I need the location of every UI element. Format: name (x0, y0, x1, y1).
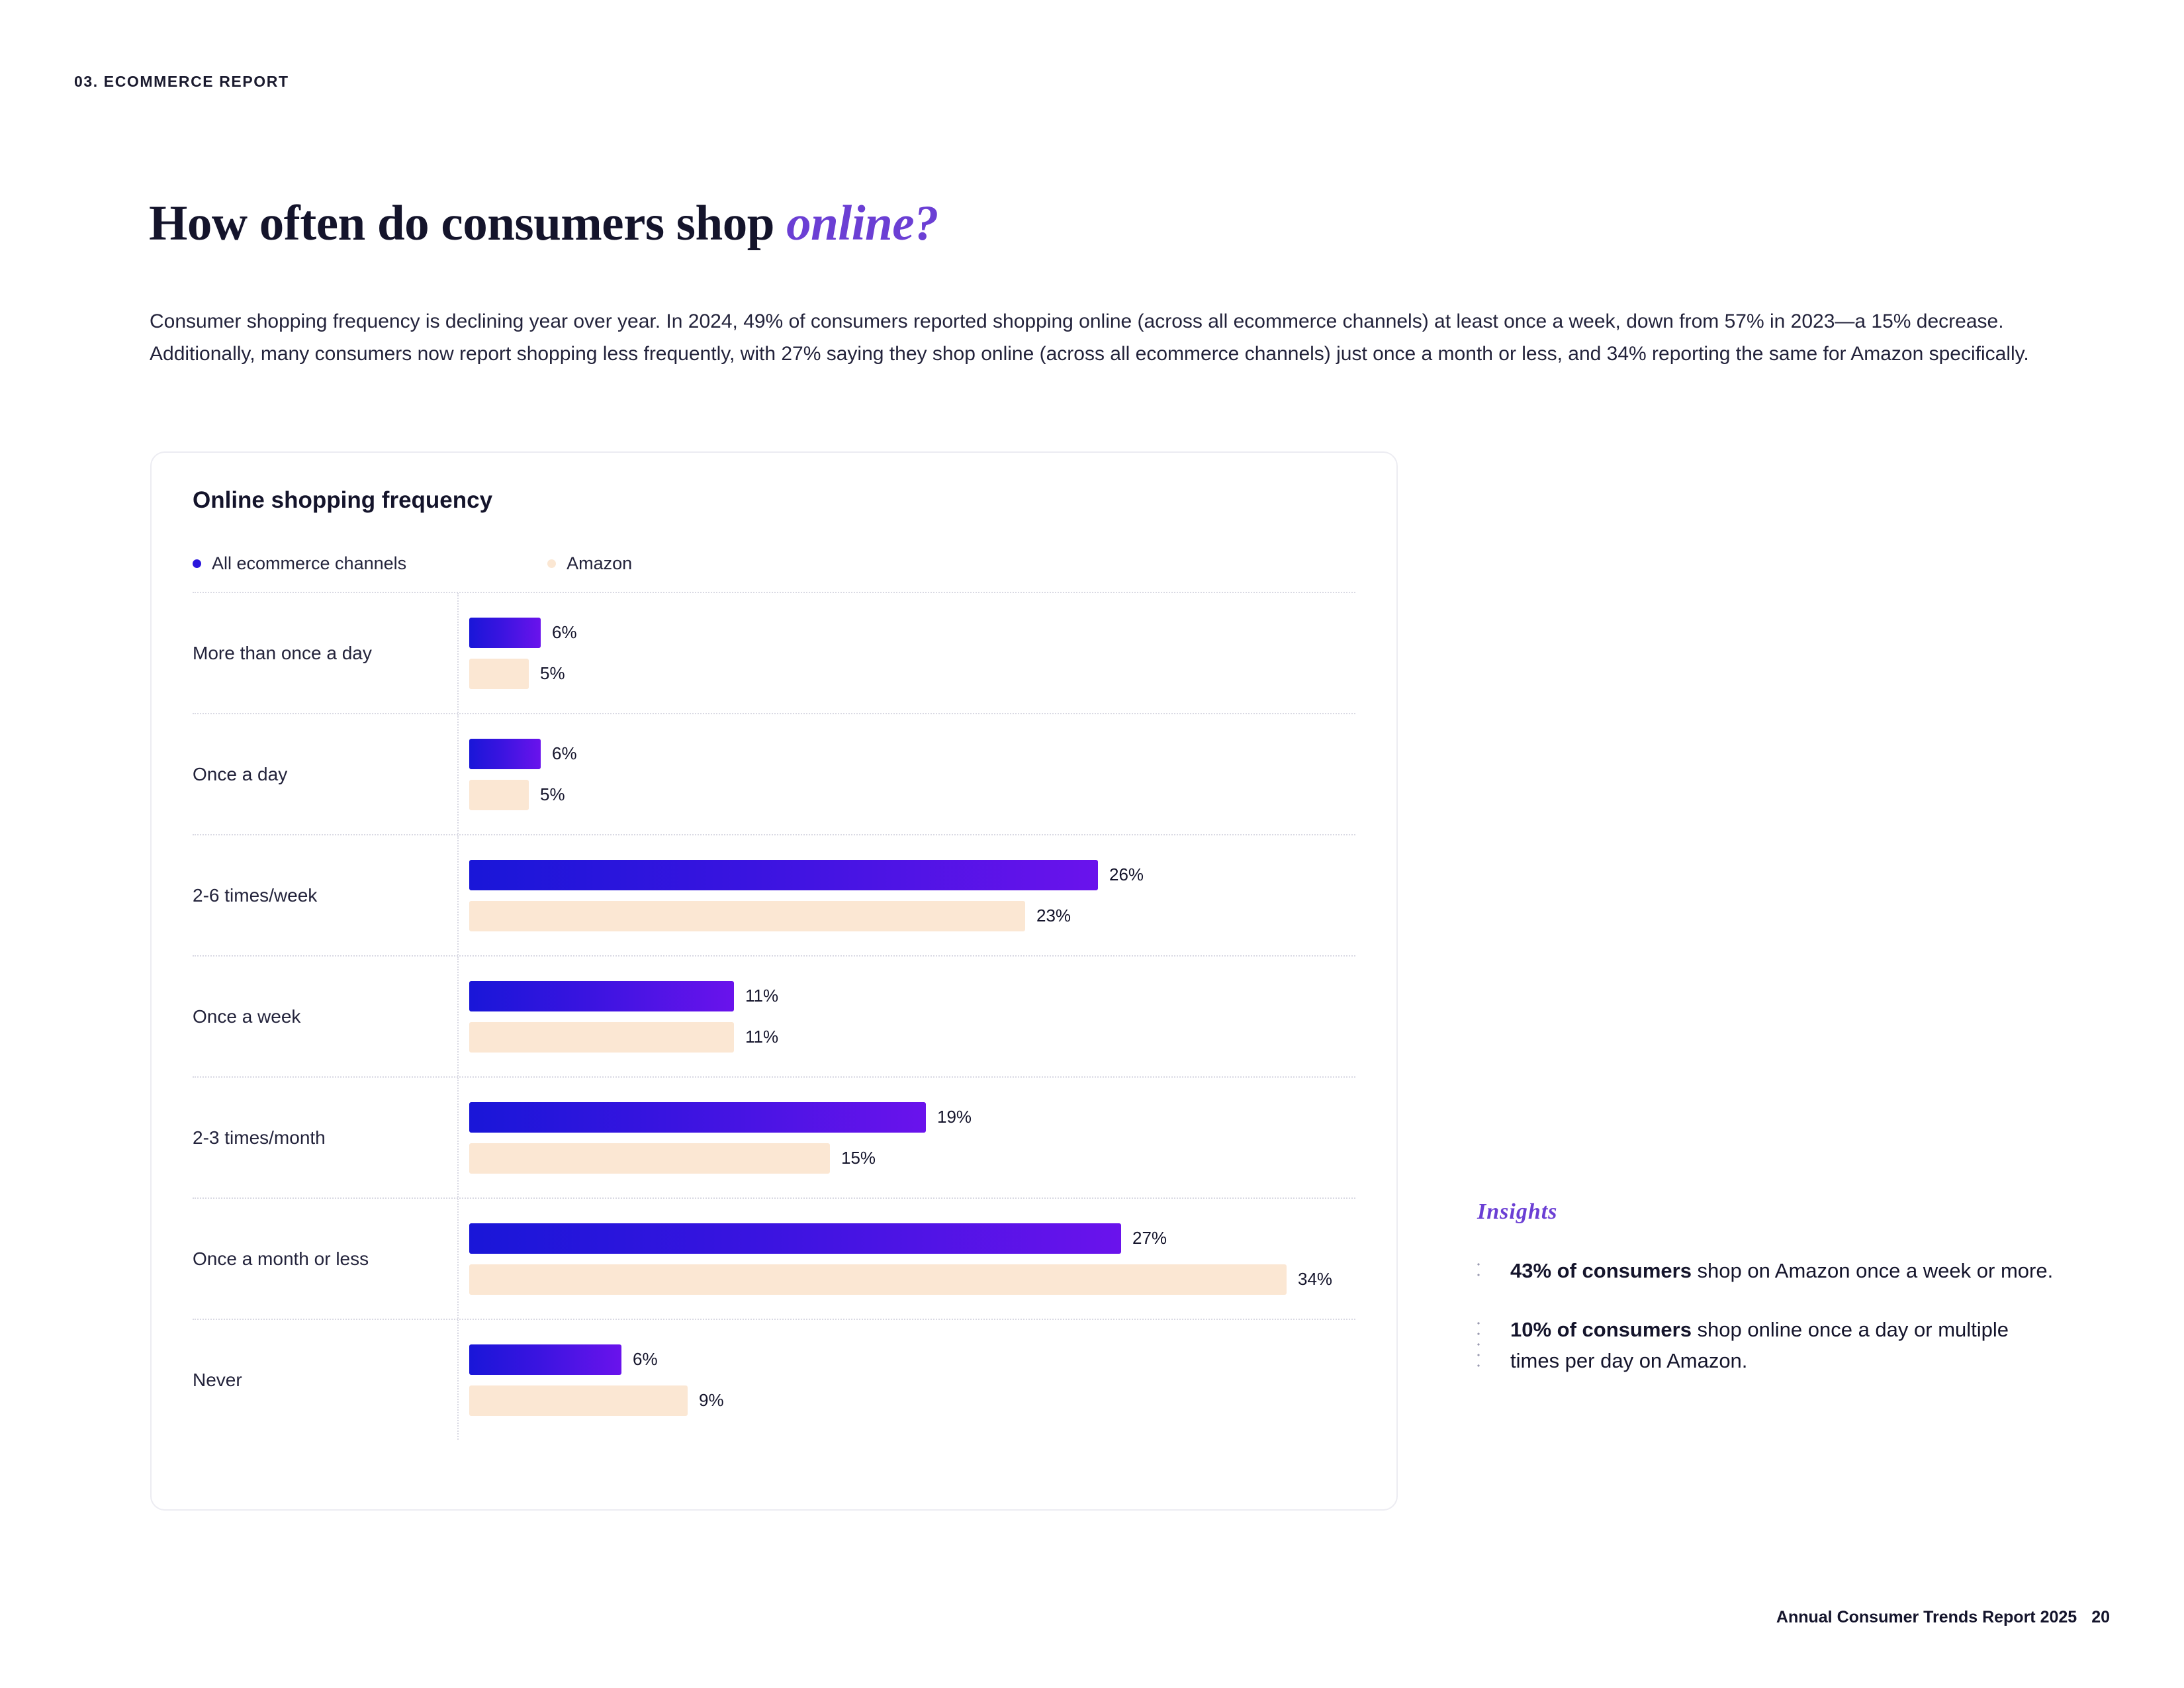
row-category-label: More than once a day (193, 642, 372, 663)
row-bars (457, 714, 1355, 834)
bar-all-ecommerce (469, 860, 1098, 890)
bar-value-label: 5% (540, 784, 565, 804)
intro-paragraph: Consumer shopping frequency is declining year over year. In 2024, 49% of consumers reported shopping online (across all ecommerce channels) at least once a week, down from 57% in 2023—a 15% decrease. Additionally, many consumers now report shopping less frequently, with 27% saying they shop online (across all ecommerce channels) just once a month or less, and 34% reporting the same for Amazon specifically. (150, 310, 2029, 365)
legend-item-all-ecommerce-channels (193, 553, 406, 574)
bar-value-label: 26% (1109, 865, 1144, 884)
row-category-label: Once a month or less (193, 1248, 369, 1269)
insights-title: Insights (1477, 1199, 1558, 1224)
bar-amazon (469, 1143, 830, 1174)
bar-line-secondary (469, 1264, 1355, 1295)
bar-line-primary (469, 618, 1355, 648)
row-category-label: 2-3 times/month (193, 1127, 326, 1148)
legend-item-amazon (547, 553, 632, 574)
bar-all-ecommerce (469, 739, 541, 769)
footer-report-title: Annual Consumer Trends Report 2025 (1776, 1608, 2077, 1626)
insight-highlight: 10% of consumers (1510, 1318, 1692, 1342)
legend-label: All ecommerce channels (212, 553, 407, 573)
page-title-accent: online? (786, 196, 939, 251)
bar-line-primary (469, 739, 1355, 769)
legend-dot-icon (547, 559, 556, 568)
insight-item (1477, 1314, 2060, 1376)
bar-line-secondary (469, 659, 1355, 689)
insight-text: shop online once a day or multiple times per day on Amazon. (1510, 1318, 2009, 1373)
chart-row (193, 1078, 1355, 1199)
bar-amazon (469, 1264, 1287, 1295)
row-category-label: Once a week (193, 1006, 301, 1027)
chart-row (193, 957, 1355, 1078)
insights-panel (1477, 1199, 2060, 1404)
bar-amazon (469, 659, 529, 689)
row-bars (457, 593, 1355, 713)
row-bars (457, 1199, 1355, 1319)
page-title-main: How often do consumers shop (149, 196, 787, 251)
row-bars (457, 835, 1355, 955)
footer (1776, 1608, 2110, 1627)
page-title (149, 195, 938, 252)
bar-value-label: 19% (937, 1107, 972, 1127)
bar-value-label: 9% (699, 1390, 724, 1410)
bar-value-label: 23% (1036, 906, 1071, 925)
bar-value-label: 11% (745, 986, 779, 1006)
bar-line-secondary (469, 1143, 1355, 1174)
bar-line-primary (469, 981, 1355, 1011)
bar-line-secondary (469, 901, 1355, 931)
bar-line-primary (469, 1223, 1355, 1254)
insight-text: shop on Amazon once a week or more. (1691, 1259, 2054, 1282)
legend-dot-icon (193, 559, 201, 568)
row-bars (457, 1078, 1355, 1197)
row-category-label: 2-6 times/week (193, 884, 318, 906)
bar-line-primary (469, 1344, 1355, 1375)
bar-line-secondary (469, 1385, 1355, 1416)
insight-highlight: 43% of consumers (1510, 1259, 1692, 1282)
bar-all-ecommerce (469, 1102, 926, 1133)
bar-value-label: 11% (745, 1027, 779, 1047)
bar-amazon (469, 780, 529, 810)
chart-row (193, 1199, 1355, 1320)
bar-line-primary (469, 860, 1355, 890)
bar-all-ecommerce (469, 1223, 1121, 1254)
bar-all-ecommerce (469, 1344, 621, 1375)
chart-title: Online shopping frequency (193, 487, 493, 513)
bar-line-primary (469, 1102, 1355, 1133)
chart-row (193, 835, 1355, 957)
bar-value-label: 34% (1298, 1269, 1333, 1289)
legend-label: Amazon (567, 553, 633, 573)
chart-row (193, 592, 1355, 714)
row-bars (457, 1320, 1355, 1440)
bar-all-ecommerce (469, 981, 734, 1011)
bar-line-secondary (469, 1022, 1355, 1053)
bar-line-secondary (469, 780, 1355, 810)
row-category-label: Never (193, 1369, 242, 1390)
chart-card (150, 451, 1398, 1511)
bar-amazon (469, 901, 1025, 931)
bar-amazon (469, 1385, 688, 1416)
bar-value-label: 6% (552, 743, 577, 763)
chart-row (193, 714, 1355, 835)
chart-legend (193, 553, 632, 574)
bar-value-label: 6% (633, 1349, 658, 1369)
insight-item (1477, 1255, 2060, 1286)
bar-amazon (469, 1022, 734, 1053)
bar-all-ecommerce (469, 618, 541, 648)
section-eyebrow: 03. ECOMMERCE REPORT (74, 73, 289, 90)
row-bars (457, 957, 1355, 1076)
bar-value-label: 6% (552, 622, 577, 642)
bar-value-label: 15% (841, 1148, 876, 1168)
bar-value-label: 27% (1132, 1228, 1167, 1248)
chart-rows (193, 592, 1355, 1491)
bar-value-label: 5% (540, 663, 565, 683)
row-category-label: Once a day (193, 763, 288, 784)
page-number: 20 (2091, 1608, 2110, 1626)
chart-row (193, 1320, 1355, 1440)
